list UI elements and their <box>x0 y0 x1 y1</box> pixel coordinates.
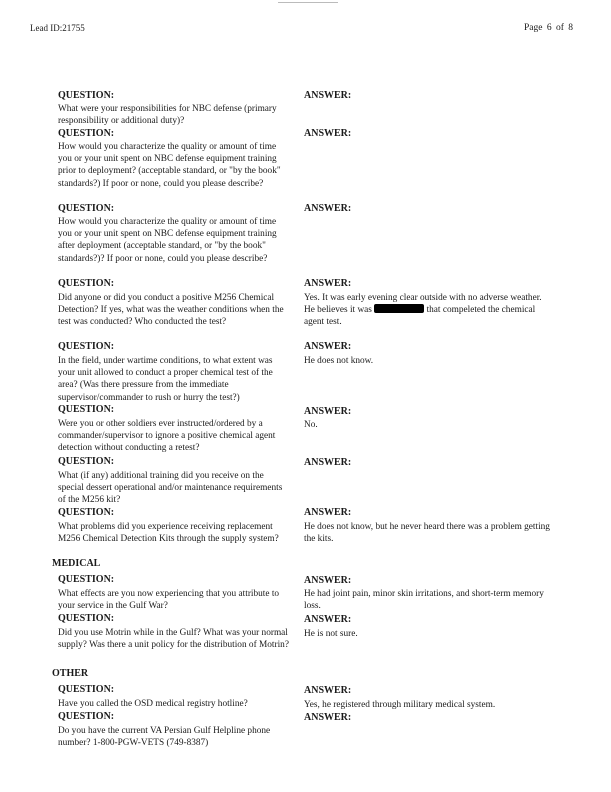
question-text: Did anyone or did you conduct a positive M256 Chemical Detection? If yes, what was the weather conditions when the test was conducted? Who conducted the test? <box>58 293 284 328</box>
question-label: QUESTION: <box>58 574 115 585</box>
page-label: Page <box>524 23 543 33</box>
answer-label: ANSWER: <box>304 685 352 696</box>
question-text: What effects are you now experiencing that you attribute to your service in the Gulf War? <box>58 589 280 612</box>
page-total: 8 <box>568 23 574 33</box>
answer-label: ANSWER: <box>304 341 352 352</box>
answer-label: ANSWER: <box>304 507 352 518</box>
answer-label: ANSWER: <box>304 203 352 214</box>
question-label: QUESTION: <box>58 341 115 352</box>
question-label: QUESTION: <box>58 404 115 415</box>
answer-text: He had joint pain, minor skin irritations, and short-term memory loss. <box>304 589 544 612</box>
top-rule <box>278 2 338 3</box>
section-other: OTHER <box>52 668 89 679</box>
question-label: QUESTION: <box>58 90 115 101</box>
answer-text: He does not know. <box>304 356 374 366</box>
answer-text: No. <box>304 420 318 430</box>
question-label: QUESTION: <box>58 684 115 695</box>
question-text: How would you characterize the quality or amount of time you or your unit spent on NBC defense equipment training after deployment (acceptable standard, or "by the book" standards?)? If poor or none, could you please describe? <box>58 217 277 264</box>
answer-text: Yes, he registered through military medical system. <box>304 700 496 710</box>
answer-label: ANSWER: <box>304 712 352 723</box>
answer-text: He does not know, but he never heard there was a problem getting the kits. <box>304 522 550 545</box>
question-label: QUESTION: <box>58 128 115 139</box>
answer-label: ANSWER: <box>304 128 352 139</box>
question-text: Do you have the current VA Persian Gulf Helpline phone number? 1-800-PGW-VETS (749-8387) <box>58 726 271 749</box>
question-label: QUESTION: <box>58 711 115 722</box>
answer-label: ANSWER: <box>304 90 352 101</box>
question-text: What were your responsibilities for NBC defense (primary responsibility or additional duty)? <box>58 104 277 127</box>
question-label: QUESTION: <box>58 278 115 289</box>
question-label: QUESTION: <box>58 456 115 467</box>
answer-text: He is not sure. <box>304 629 358 639</box>
question-text: How would you characterize the quality or amount of time you or your unit spent on NBC defense equipment training prior to deployment? (acceptable standard, or "by the book" standards?) If poor or none, could you please describe? <box>58 142 281 189</box>
answer-label: ANSWER: <box>304 278 352 289</box>
question-text: Were you or other soldiers ever instructed/ordered by a commander/supervisor to ignore a positive chemical agent detection without conducting a retest? <box>58 419 276 454</box>
answer-label: ANSWER: <box>304 614 352 625</box>
answer-label: ANSWER: <box>304 406 352 417</box>
question-text: What problems did you experience receiving replacement M256 Chemical Detection Kits through the supply system? <box>58 522 279 545</box>
redaction-block <box>374 304 424 313</box>
question-text: In the field, under wartime conditions, to what extent was your unit allowed to conduct a proper chemical test of the area? (Was there pressure from the immediate supervisor/commander to rush or hurry the test?) <box>58 356 273 403</box>
section-medical: MEDICAL <box>52 558 101 569</box>
lead-id: Lead ID:21755 <box>30 23 85 33</box>
answer-text-part: Yes. It was early evening clear outside with no adverse weather. He believes it was <box>304 293 542 316</box>
question-text: Have you called the OSD medical registry hotline? <box>58 699 248 709</box>
page-current: 6 <box>546 23 552 33</box>
question-label: QUESTION: <box>58 613 115 624</box>
answer-text <box>304 292 554 329</box>
answer-label: ANSWER: <box>304 575 352 586</box>
question-label: QUESTION: <box>58 507 115 518</box>
question-text: Did you use Motrin while in the Gulf? What was your normal supply? Was there a unit policy for the distribution of Motrin? <box>58 628 289 651</box>
question-text: What (if any) additional training did you receive on the special dessert operational and/or maintenance requirements of the M256 kit? <box>58 471 283 506</box>
answer-text-part: that compeleted the chemical agent test. <box>304 305 536 328</box>
question-label: QUESTION: <box>58 203 115 214</box>
page-of: of <box>555 23 564 33</box>
page-number <box>524 23 575 33</box>
answer-label: ANSWER: <box>304 457 352 468</box>
